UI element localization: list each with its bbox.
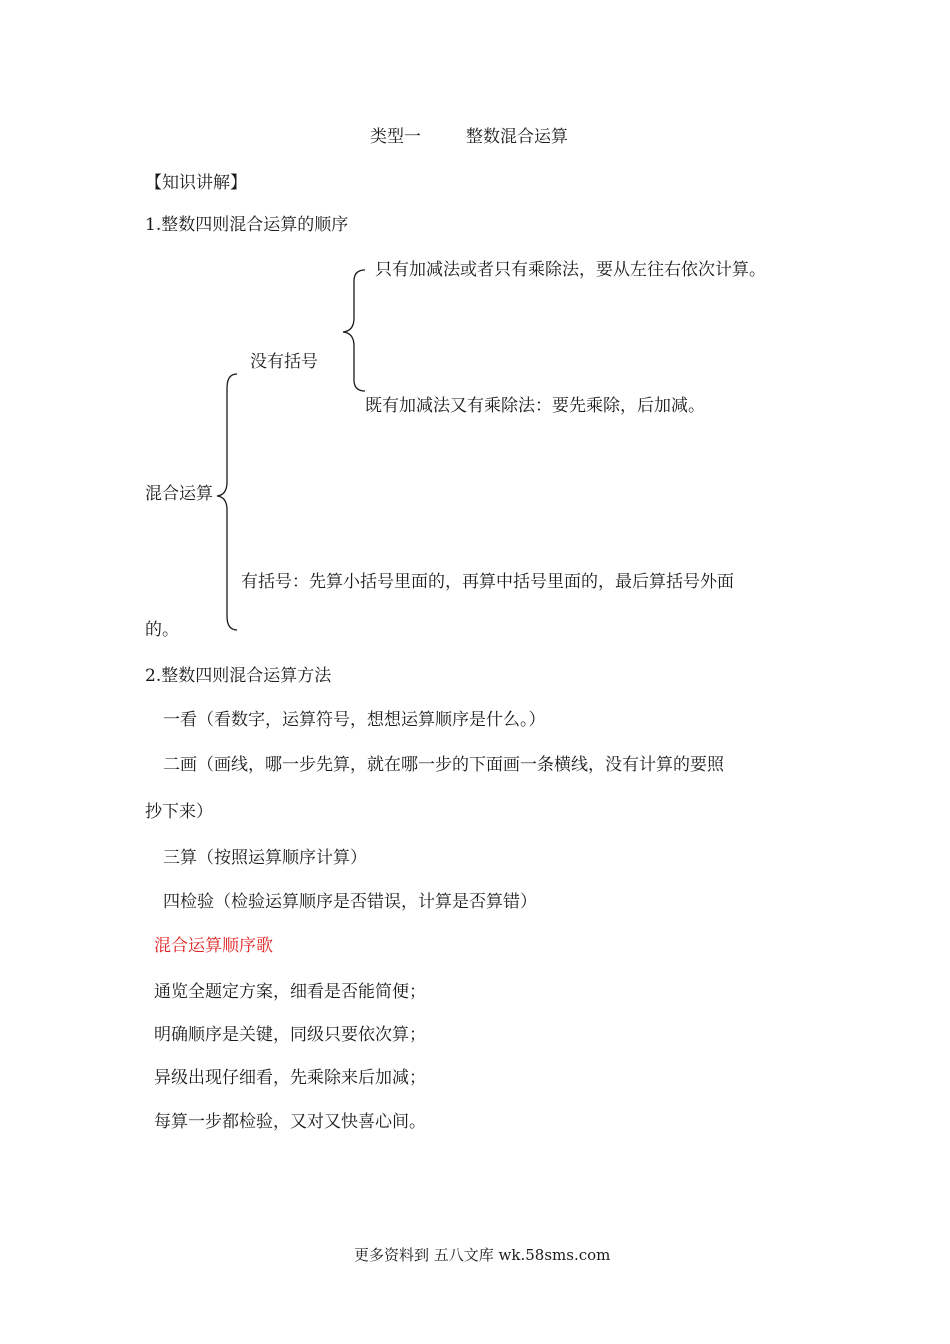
section2-heading: 2.整数四则混合运算方法 (145, 666, 332, 686)
brace-no-bracket (343, 270, 365, 391)
song-title: 混合运算顺序歌 (154, 936, 273, 956)
mixed-operation-root: 混合运算 (145, 484, 213, 504)
with-bracket-rule-line2: 的。 (145, 620, 179, 640)
method-step-draw-line1: 二画（画线，哪一步先算，就在哪一步的下面画一条横线，没有计算的要照 (163, 755, 724, 775)
rule-add-or-multiply-only: 只有加减法或者只有乘除法，要从左往右依次计算。 (375, 260, 766, 280)
title-part1: 类型一 (370, 127, 421, 147)
song-line: 通览全题定方案，细看是否能简便； (154, 982, 426, 1002)
rule-mixed-operations: 既有加减法又有乘除法：要先乘除，后加减。 (365, 396, 705, 416)
song-line: 每算一步都检验，又对又快喜心间。 (154, 1112, 426, 1132)
song-line: 异级出现仔细看，先乘除来后加减； (154, 1068, 426, 1088)
with-bracket-rule-line1: 有括号：先算小括号里面的，再算中括号里面的，最后算括号外面 (241, 572, 734, 592)
method-step-calculate: 三算（按照运算顺序计算） (163, 848, 367, 868)
method-step-check: 四检验（检验运算顺序是否错误，计算是否算错） (163, 892, 537, 912)
brace-mixed-operation (217, 374, 237, 630)
no-bracket-label: 没有括号 (250, 352, 318, 372)
method-step-draw-line2: 抄下来） (145, 802, 213, 822)
footer-text: 更多资料到 五八文库 wk.58sms.com (354, 1246, 611, 1264)
page-title: 整数混合运算 (466, 127, 568, 147)
method-step-look: 一看（看数字，运算符号，想想运算顺序是什么。） (163, 710, 546, 730)
song-line: 明确顺序是关键，同级只要依次算； (154, 1025, 426, 1045)
section1-heading: 1.整数四则混合运算的顺序 (145, 215, 349, 235)
knowledge-heading: 【知识讲解】 (145, 173, 247, 193)
